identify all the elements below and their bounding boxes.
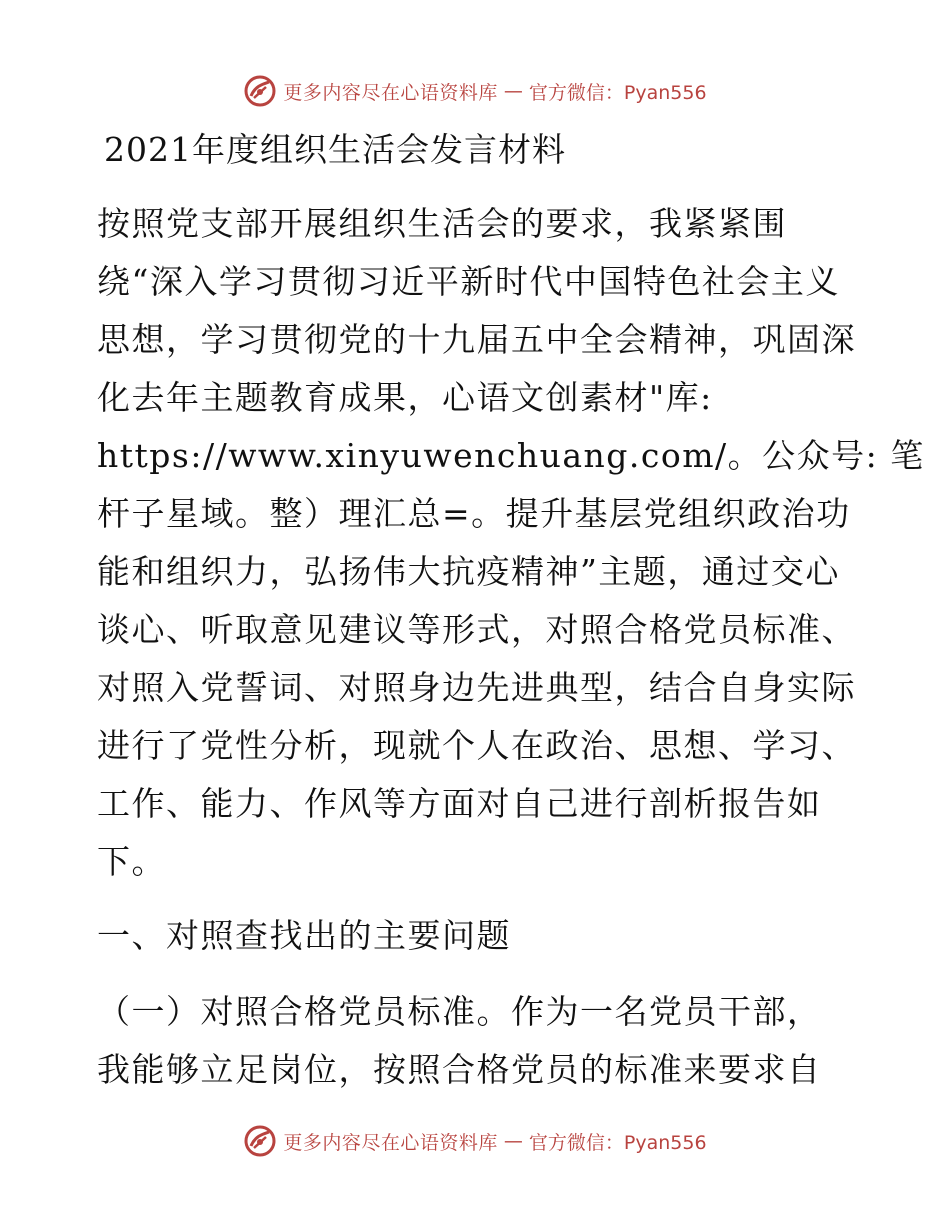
footer-watermark-banner: [0, 1121, 950, 1161]
document-line: 绕“深入学习贯彻习近平新时代中国特色社会主义: [97, 262, 840, 301]
document-line: 对照入党誓词、对照身边先进典型，结合自身实际: [97, 668, 856, 707]
document-line: 化去年主题教育成果，心语文创素材"库:: [97, 378, 713, 417]
document-line: （一）对照合格党员标准。作为一名党员干部，: [97, 992, 822, 1031]
document-line: https://www.xinyuwenchuang.com/。公众号: 笔: [97, 436, 925, 475]
banner-wechat-text: 官方微信：Pyan556: [528, 1131, 707, 1154]
document-line: 工作、能力、作风等方面对自己进行剖析报告如: [97, 784, 822, 823]
document-line: 按照党支部开展组织生活会的要求，我紧紧围: [97, 204, 787, 243]
document-line: 谈心、听取意见建议等形式，对照合格党员标准、: [97, 610, 856, 649]
document-line: 能和组织力，弘扬伟大抗疫精神”主题，通过交心: [97, 552, 840, 591]
document-line: 下。: [97, 842, 166, 881]
document-line: 杆子星域。整）理汇总=。提升基层党组织政治功: [97, 494, 851, 533]
banner-library-text: 更多内容尽在心语资料库: [283, 81, 498, 104]
banner-dash: —: [503, 80, 523, 102]
section-heading: 一、对照查找出的主要问题: [97, 916, 511, 955]
header-watermark-banner: [0, 71, 950, 111]
document-title: 2021年度组织生活会发言材料: [104, 130, 566, 169]
banner-wechat-text: 官方微信：Pyan556: [528, 81, 707, 104]
document-line: 思想，学习贯彻党的十九届五中全会精神，巩固深: [97, 320, 856, 359]
seal-logo-icon: [243, 74, 277, 108]
document-line: 我能够立足岗位，按照合格党员的标准来要求自: [97, 1050, 822, 1089]
banner-dash: —: [503, 1130, 523, 1152]
seal-logo-icon: [243, 1124, 277, 1158]
document-line: 进行了党性分析，现就个人在政治、思想、学习、: [97, 726, 856, 765]
banner-library-text: 更多内容尽在心语资料库: [283, 1131, 498, 1154]
